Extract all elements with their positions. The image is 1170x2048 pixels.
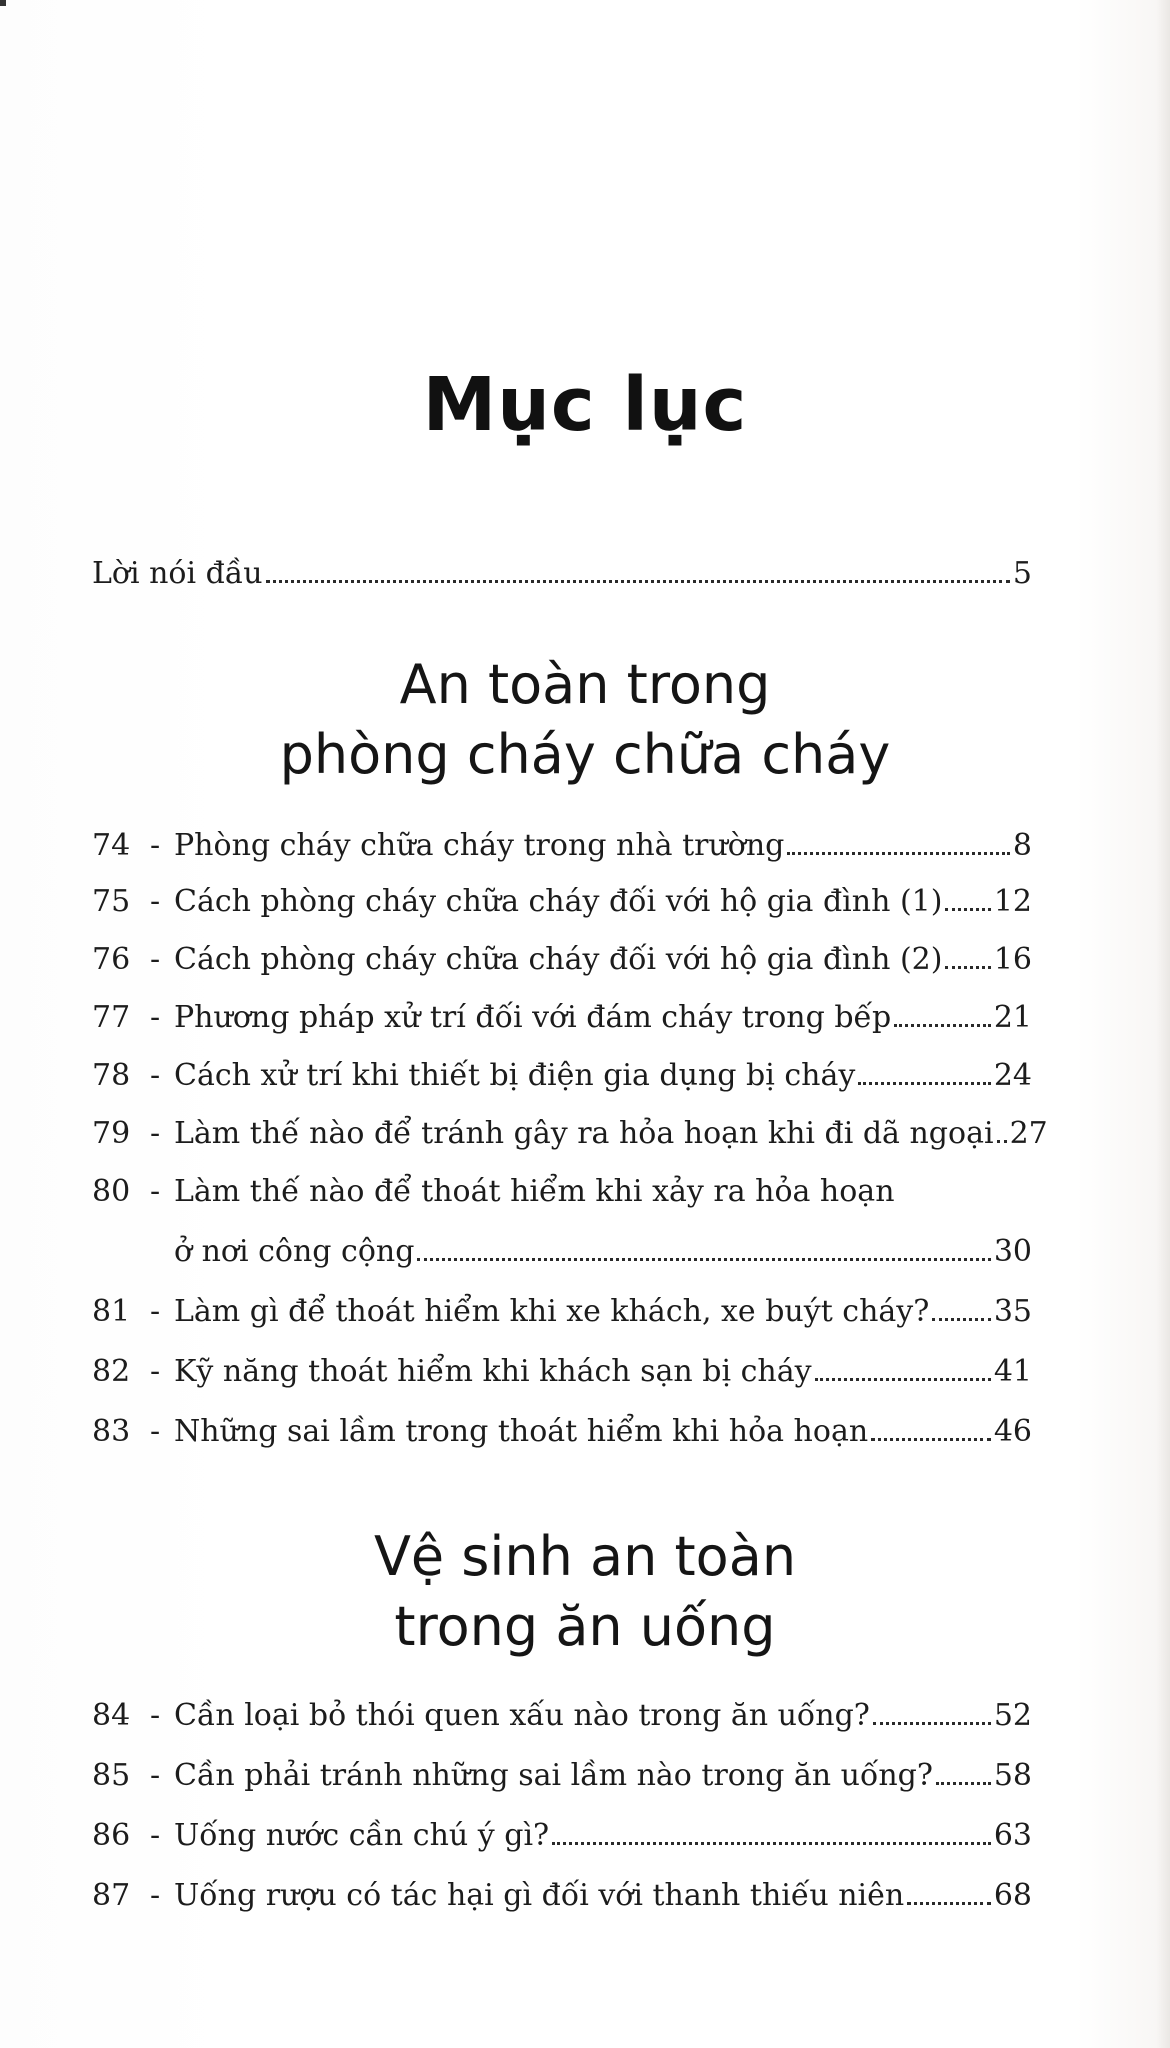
toc-entry-dash: - [150,1758,161,1793]
toc-entry-number: 76 [92,942,131,977]
section-heading-food-safety [0,1522,1170,1662]
toc-entry-83 [92,1406,1032,1458]
dot-leader [871,1438,991,1441]
dot-leader [997,1140,1007,1143]
toc-entry-number: 84 [92,1698,131,1733]
toc-entry-text: Cách phòng cháy chữa cháy đối với hộ gia đình (2) [174,942,943,977]
toc-entry-86 [92,1810,1032,1862]
toc-entry-78 [92,1050,1032,1102]
section-heading-line: trong ăn uống [394,1595,776,1658]
toc-entry-text: Phòng cháy chữa cháy trong nhà trường [174,828,785,863]
toc-entry-77 [92,992,1032,1044]
toc-entry-dash: - [150,942,161,977]
dot-leader [787,852,1010,855]
toc-entry-74 [92,820,1032,872]
toc-entry-85 [92,1750,1032,1802]
toc-entry-dash: - [150,1414,161,1449]
toc-page-number: 24 [993,1058,1032,1093]
toc-entry-dash: - [150,884,161,919]
toc-page-number: 12 [993,884,1032,919]
toc-entry-number: 86 [92,1818,131,1853]
dot-leader [907,1902,991,1905]
toc-entry-75 [92,876,1032,928]
toc-entry-number: 74 [92,828,131,863]
toc-entry-dash: - [150,1058,161,1093]
dot-leader [873,1722,991,1725]
dot-leader [932,1318,990,1321]
section-heading-fire-safety [0,650,1170,790]
toc-entry-number: 79 [92,1116,131,1151]
toc-entry-text: ở nơi công cộng [174,1234,415,1269]
section-heading-line: An toàn trong [399,653,771,716]
toc-page-number: 58 [993,1758,1032,1793]
dot-leader [552,1842,991,1845]
toc-entry-text: Cần loại bỏ thói quen xấu nào trong ăn uống? [174,1698,870,1733]
toc-page-number: 52 [993,1698,1032,1733]
toc-page-number: 5 [1012,556,1032,591]
page-edge-shadow [1156,0,1170,2048]
toc-entry-text: Làm thế nào để thoát hiểm khi xảy ra hỏa hoạn [174,1174,895,1209]
toc-entry-dash: - [150,1698,161,1733]
toc-entry-text: Lời nói đầu [92,556,263,591]
toc-page-number: 46 [993,1414,1032,1449]
toc-entry-text: Uống rượu có tác hại gì đối với thanh thiếu niên [174,1878,905,1913]
toc-entry-text: Cách xử trí khi thiết bị điện gia dụng bị cháy [174,1058,856,1093]
section-heading-line: phòng cháy chữa cháy [279,723,891,786]
section-heading-line: Vệ sinh an toàn [373,1525,797,1588]
toc-page-number: 21 [993,1000,1032,1035]
toc-page-number: 35 [993,1294,1032,1329]
dot-leader [945,908,990,911]
toc-page-number: 27 [1009,1116,1048,1151]
dot-leader [936,1782,991,1785]
toc-entry-text: Kỹ năng thoát hiểm khi khách sạn bị cháy [174,1354,812,1389]
toc-entry-dash: - [150,1116,161,1151]
toc-entry-dash: - [150,1354,161,1389]
toc-entry-text: Phương pháp xử trí đối với đám cháy trong bếp [174,1000,892,1035]
toc-page-number: 8 [1012,828,1032,863]
toc-entry-dash: - [150,1818,161,1853]
toc-entry-text: Cần phải tránh những sai lầm nào trong ăn uống? [174,1758,933,1793]
toc-entry-dash: - [150,828,161,863]
dot-leader [266,580,1010,583]
dot-leader [945,966,990,969]
toc-entry-80-continuation [92,1226,1032,1278]
toc-entry-79 [92,1108,1048,1160]
toc-entry-81 [92,1286,1032,1338]
toc-page-number: 63 [993,1818,1032,1853]
toc-entry-dash: - [150,1000,161,1035]
dot-leader [858,1082,991,1085]
toc-entry-number: 87 [92,1878,131,1913]
toc-entry-number: 78 [92,1058,131,1093]
toc-entry-82 [92,1346,1032,1398]
dot-leader [815,1378,991,1381]
scan-corner-mark [0,0,6,6]
toc-page-number: 30 [993,1234,1032,1269]
toc-entry-dash: - [150,1878,161,1913]
toc-entry-number: 77 [92,1000,131,1035]
toc-entry-text: Làm gì để thoát hiểm khi xe khách, xe buýt cháy? [174,1294,930,1329]
toc-page-number: 16 [993,942,1032,977]
toc-entry-text: Những sai lầm trong thoát hiểm khi hỏa hoạn [174,1414,869,1449]
toc-page-number: 68 [993,1878,1032,1913]
toc-page-number: 41 [993,1354,1032,1389]
toc-entry-text: Làm thế nào để tránh gây ra hỏa hoạn khi đi dã ngoại [174,1116,994,1151]
dot-leader [417,1258,990,1261]
toc-entry-80 [92,1166,1032,1218]
toc-entry-text: Uống nước cần chú ý gì? [174,1818,550,1853]
toc-entry-number: 75 [92,884,131,919]
toc-entry-number: 82 [92,1354,131,1389]
toc-entry-number: 81 [92,1294,131,1329]
toc-entry-76 [92,934,1032,986]
toc-entry-number: 80 [92,1174,131,1209]
toc-entry-dash: - [150,1294,161,1329]
toc-entry-84 [92,1690,1032,1742]
toc-entry-number: 85 [92,1758,131,1793]
toc-entry-87 [92,1870,1032,1922]
dot-leader [894,1024,991,1027]
toc-entry-number: 83 [92,1414,131,1449]
toc-entry-text: Cách phòng cháy chữa cháy đối với hộ gia đình (1) [174,884,943,919]
toc-entry-dash: - [150,1174,161,1209]
page-title: Mục lục [422,362,748,448]
toc-entry-preface [92,548,1032,600]
